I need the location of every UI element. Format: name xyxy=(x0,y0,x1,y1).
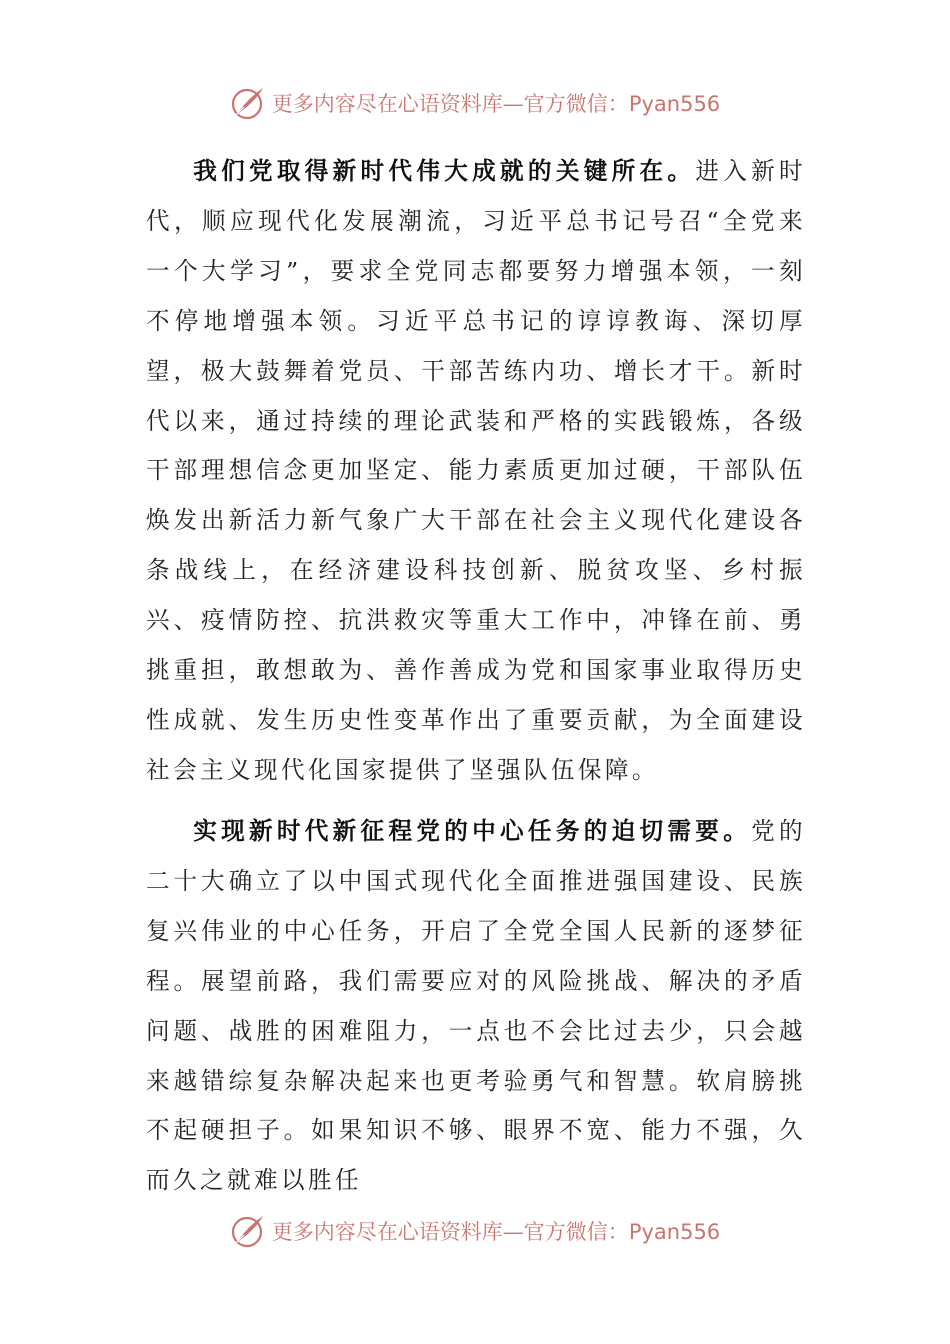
header-banner xyxy=(0,83,950,123)
banner-label: 更多内容尽在心语资料库—官方微信： xyxy=(271,92,629,116)
wechat-id: Pyan556 xyxy=(628,1220,721,1244)
banner-text xyxy=(272,88,720,118)
paragraph-2-lead: 实现新时代新征程党的中心任务的迫切需要。 xyxy=(193,817,752,845)
paragraph-2 xyxy=(146,807,806,1206)
wechat-id: Pyan556 xyxy=(628,92,721,116)
banner-text xyxy=(272,1216,720,1246)
paragraph-2-body: 党的二十大确立了以中国式现代化全面推进强国建设、民族复兴伟业的中心任务，开启了全党全国人民新的逐梦征程。展望前路，我们需要应对的风险挑战、解决的矛盾问题、战胜的困难阻力，一点也不会比过去少，只会越来越错综复杂解决起来也更考验勇气和智慧。软肩膀挑不起硬担子。如果知识不够、眼界不宽、能力不强，久而久之就难以胜任 xyxy=(146,817,806,1195)
paragraph-1 xyxy=(146,147,806,796)
quill-pen-icon xyxy=(230,85,266,121)
paragraph-1-lead: 我们党取得新时代伟大成就的关键所在。 xyxy=(193,157,696,185)
paragraph-1-body: 进入新时代，顺应现代化发展潮流，习近平总书记号召“全党来一个大学习”，要求全党同志都要努力增强本领，一刻不停地增强本领。习近平总书记的谆谆教诲、深切厚望，极大鼓舞着党员、干部苦练内功、增长才干。新时代以来，通过持续的理论武装和严格的实践锻炼，各级干部理想信念更加坚定、能力素质更加过硬，干部队伍焕发出新活力新气象广大干部在社会主义现代化建设各条战线上，在经济建设科技创新、脱贫攻坚、乡村振兴、疫情防控、抗洪救灾等重大工作中，冲锋在前、勇挑重担，敢想敢为、善作善成为党和国家事业取得历史性成就、发生历史性变革作出了重要贡献，为全面建设社会主义现代化国家提供了坚强队伍保障。 xyxy=(146,157,806,784)
quill-pen-icon xyxy=(230,1213,266,1249)
footer-banner xyxy=(0,1211,950,1251)
banner-label: 更多内容尽在心语资料库—官方微信： xyxy=(271,1220,629,1244)
